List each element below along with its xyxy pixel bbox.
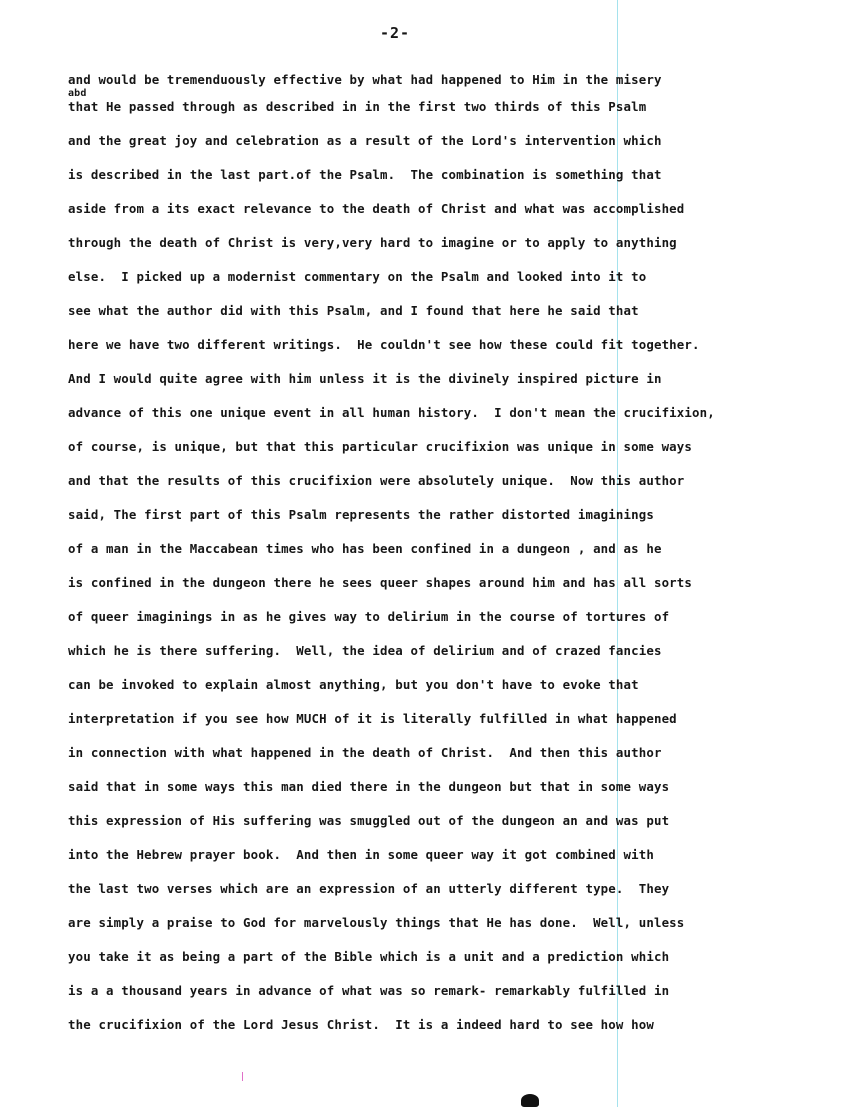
text-line: of a man in the Maccabean times who has been confined in a dungeon , and as he bbox=[68, 541, 662, 556]
body-text bbox=[68, 72, 788, 1033]
text-line: advance of this one unique event in all human history. I don't mean the crucifixion, bbox=[68, 405, 715, 420]
text-line: and would be tremenduously effective by what had happened to Him in the misery bbox=[68, 72, 662, 87]
text-line: the last two verses which are an expression of an utterly different type. They bbox=[68, 881, 670, 896]
text-line: said that in some ways this man died there in the dungeon but that in some ways bbox=[68, 779, 670, 794]
text-line: are simply a praise to God for marvelously things that He has done. Well, unless bbox=[68, 915, 685, 930]
text-line: in connection with what happened in the death of Christ. And then this author bbox=[68, 745, 662, 760]
text-line: see what the author did with this Psalm, and I found that here he said that bbox=[68, 303, 639, 318]
text-line: interpretation if you see how MUCH of it is literally fulfilled in what happened bbox=[68, 711, 677, 726]
text-line: is a a thousand years in advance of what was so remark- remarkably fulfilled in bbox=[68, 983, 670, 998]
text-line: can be invoked to explain almost anything, but you don't have to evoke that bbox=[68, 677, 639, 692]
text-line: And I would quite agree with him unless it is the divinely inspired picture in bbox=[68, 371, 662, 386]
text-line: and the great joy and celebration as a result of the Lord's intervention which bbox=[68, 133, 662, 148]
ink-blot bbox=[521, 1094, 539, 1107]
text-line: into the Hebrew prayer book. And then in some queer way it got combined with bbox=[68, 847, 654, 862]
text-line: else. I picked up a modernist commentary on the Psalm and looked into it to bbox=[68, 269, 647, 284]
text-line: is described in the last part.of the Psalm. The combination is something that bbox=[68, 167, 662, 182]
page-number: -2- bbox=[380, 24, 411, 42]
text-line: is confined in the dungeon there he sees queer shapes around him and has all sorts bbox=[68, 575, 693, 590]
text-line: here we have two different writings. He couldn't see how these could fit together. bbox=[68, 337, 700, 352]
text-line: this expression of His suffering was smuggled out of the dungeon an and was put bbox=[68, 813, 670, 828]
text-line: of queer imaginings in as he gives way to delirium in the course of tortures of bbox=[68, 609, 670, 624]
text-line: you take it as being a part of the Bible which is a unit and a prediction which bbox=[68, 949, 670, 964]
text-line: the crucifixion of the Lord Jesus Christ. It is a indeed hard to see how how bbox=[68, 1017, 654, 1032]
text-line: said, The first part of this Psalm represents the rather distorted imaginings bbox=[68, 507, 654, 522]
stray-mark bbox=[242, 1072, 243, 1081]
text-line: of course, is unique, but that this particular crucifixion was unique in some ways bbox=[68, 439, 693, 454]
text-line: and that the results of this crucifixion were absolutely unique. Now this author bbox=[68, 473, 685, 488]
text-line: aside from a its exact relevance to the death of Christ and what was accomplished bbox=[68, 201, 685, 216]
text-line: that He passed through as described in in the first two thirds of this Psalm bbox=[68, 99, 647, 114]
text-line: which he is there suffering. Well, the idea of delirium and of crazed fancies bbox=[68, 643, 662, 658]
text-line: through the death of Christ is very,very hard to imagine or to apply to anything bbox=[68, 235, 677, 250]
text-line-correction: abd bbox=[68, 88, 87, 99]
